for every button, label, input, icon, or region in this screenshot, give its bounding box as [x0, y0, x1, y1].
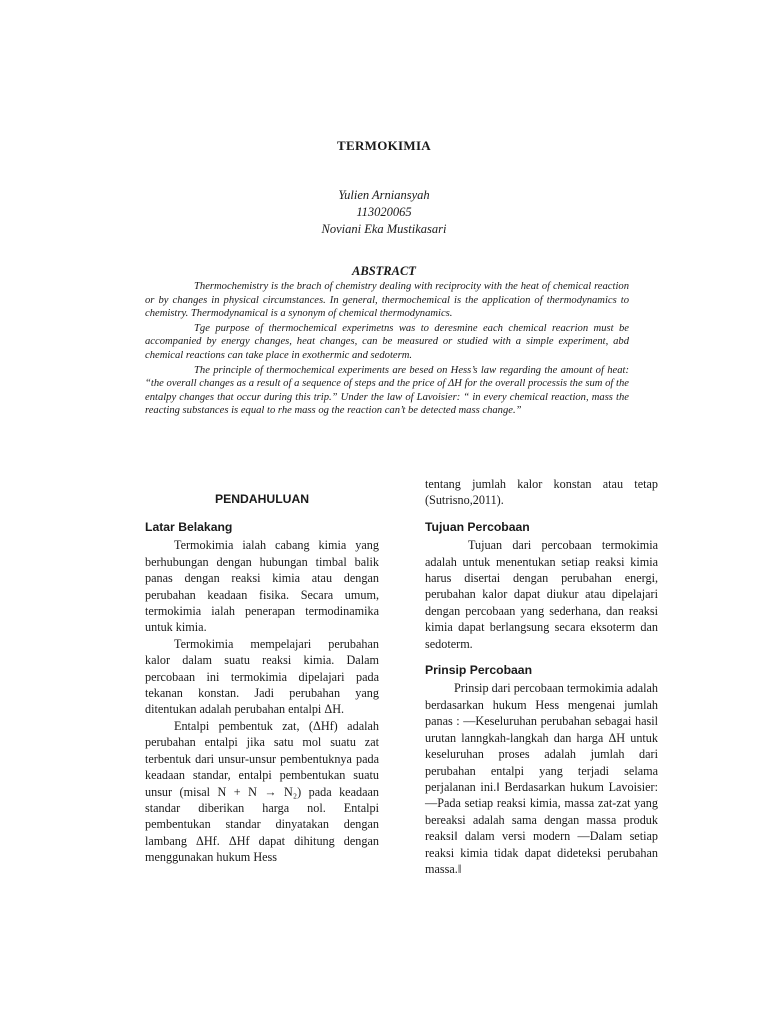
abstract-body	[145, 280, 629, 419]
document-title: TERMOKIMIA	[337, 138, 431, 153]
left-column	[145, 519, 379, 866]
continuation-paragraph: tentang jumlah kalor konstan atau tetap (Sutrisno,2011).	[425, 477, 658, 508]
abstract-paragraph: The principle of thermochemical experiments are besed on Hess’s law regarding the amount of heat: “the overall changes as a result of a sequence of steps and the price of ΔH for the overall processis the sum of the entalpy changes that occur during this trip.” Under the law of Lavoisier: “ in every chemical reaction, mass the reacting substances is equal to rhe mass og the reaction can’t be detected mass change.”	[145, 364, 629, 417]
right-column	[425, 476, 658, 877]
tujuan-heading: Tujuan Percobaan	[425, 519, 530, 534]
body-paragraph: Termokimia mempelajari perubahan kalor dalam suatu reaksi kimia. Dalam percobaan ini termokimia dipelajari pada tekanan konstan. Jadi perubahan yang ditentukan adalah perubahan entalpi ΔH.	[145, 636, 379, 717]
section-title: PENDAHULUAN	[214, 492, 310, 506]
latar-belakang-heading: Latar Belakang	[145, 520, 233, 534]
student-id: 113020065	[356, 205, 412, 219]
author-name: Yulien Arniansyah	[338, 188, 430, 202]
abstract-heading: ABSTRACT	[352, 264, 416, 278]
author-block	[0, 187, 768, 238]
abstract-paragraph: Thermochemistry is the brach of chemistry dealing with reciprocity with the heat of chemical reaction or by changes in physical circumstances. In general, thermochemical is the application of thermodynamics to chemistry. Thermodynamical is a synonym of chemical thermodynamics.	[145, 281, 629, 320]
body-paragraph: Prinsip dari percobaan termokimia adalah berdasarkan hukum Hess mengenai jumlah panas : ―Keseluruhan perubahan sebagai hasil urutan lanngkah-langkah dan harga ΔH untuk keseluruhan proses adalah jumlah dari perubahan entalpi yang terjadi selama perjalanan ini.‖ Berdasarkan hukum Lavoisier: ―Pada setiap reaksi kimia, massa zat-zat yang bereaksi adalah sama dengan massa produk reaksi‖ dalam versi modern ―Dalam setiap reaksi kimia tidak dapat dideteksi perubahan massa.‖	[425, 681, 658, 876]
body-paragraph: Tujuan dari percobaan termokimia adalah untuk menentukan setiap reaksi kimia harus disertai dengan perubahan energi, perubahan kalor dapat diukur atau dipelajari dengan percobaan yang sederhana, dan reaksi kimia dapat berlangsung secara eksoterm dan sedoterm.	[425, 538, 658, 651]
abstract-paragraph: Tge purpose of thermochemical experimetns was to deresmine each chemical reacrion must be accompanied by energy changes, heat changes, can be measured or studied with a simple experiment, abd chemical reactions can take place in exothermic and sedoterm.	[145, 322, 629, 361]
co-author-name: Noviani Eka Mustikasari	[321, 222, 447, 236]
body-paragraph: Entalpi pembentuk zat, (ΔHf) adalah perubahan entalpi jika satu mol suatu zat terbentuk dari unsur-unsur pembentuknya pada keadaan standar, entalpi pembentukan suatu unsur (misal N + N → N₂) pada keadaan standar diberikan harga nol. Entalpi pembentukan standar dinyatakan dengan lambang ΔHf. ΔHf dapat dihitung dengan menggunakan hukum Hess	[145, 718, 379, 865]
body-paragraph: Termokimia ialah cabang kimia yang berhubungan dengan hubungan timbal balik panas dengan reaksi kimia atau dengan perubahan keadaan fisika. Secara umum, termokimia ialah penerapan termodinamika untuk kimia.	[145, 538, 379, 635]
prinsip-heading: Prinsip Percobaan	[425, 663, 533, 678]
